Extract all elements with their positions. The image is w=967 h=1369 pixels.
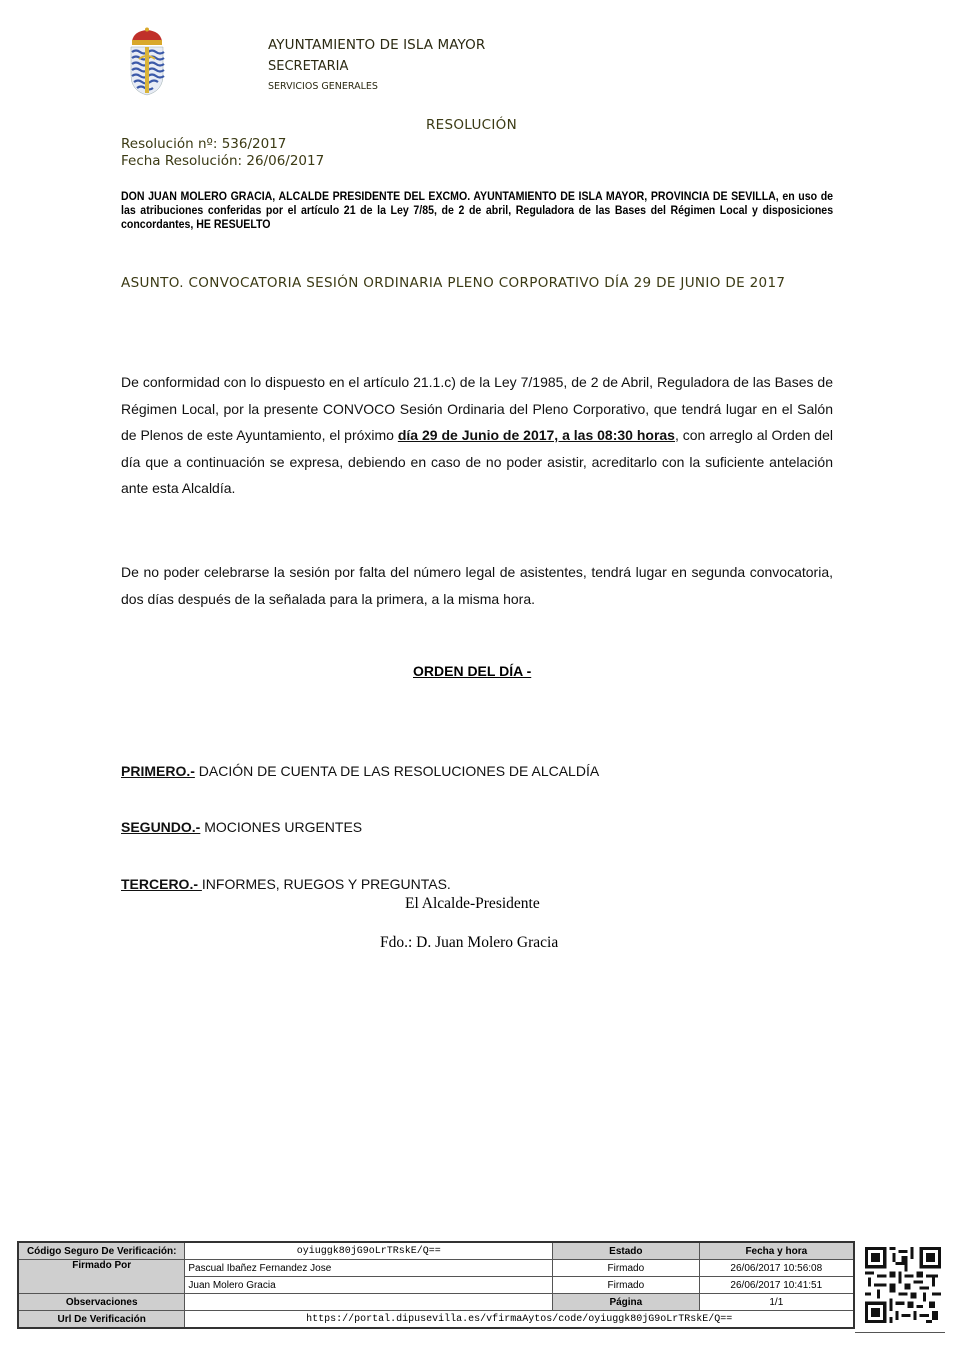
subject: ASUNTO. CONVOCATORIA SESIÓN ORDINARIA PLENO CORPORATIVO DÍA 29 DE JUNIO DE 2017 xyxy=(121,275,786,291)
page-value: 1/1 xyxy=(699,1294,854,1311)
signer-status: Firmado xyxy=(553,1260,700,1277)
agenda-item-text: INFORMES, RUEGOS Y PREGUNTAS. xyxy=(201,876,451,892)
signed-by-label: Firmado Por xyxy=(18,1260,185,1294)
agenda-item xyxy=(121,763,599,779)
service-name: SERVICIOS GENERALES xyxy=(268,81,378,92)
organization-name: AYUNTAMIENTO DE ISLA MAYOR xyxy=(268,37,486,53)
document-title: RESOLUCIÓN xyxy=(426,117,517,133)
agenda-item-label: SEGUNDO.- xyxy=(121,819,201,835)
signer-datetime: 26/06/2017 10:41:51 xyxy=(699,1277,854,1294)
status-header: Estado xyxy=(553,1242,700,1260)
divider xyxy=(855,1332,945,1333)
url-label: Url De Verificación xyxy=(18,1311,185,1329)
meeting-datetime: día 29 de Junio de 2017, a las 08:30 horas xyxy=(397,427,675,443)
verification-table xyxy=(17,1241,855,1329)
agenda-item-label: TERCERO.- xyxy=(121,876,202,892)
verification-url[interactable]: https://portal.dipusevilla.es/vfirmaAytos/code/oyiuggk80jG9oLrTRskE/Q== xyxy=(185,1311,854,1329)
signer-status: Firmado xyxy=(553,1277,700,1294)
resolution-number: Resolución nº: 536/2017 xyxy=(121,136,287,152)
resolution-date: Fecha Resolución: 26/06/2017 xyxy=(121,153,325,169)
department-name: SECRETARIA xyxy=(268,59,349,74)
paragraph-text: , con arreglo al Orden del día que a continuación se expresa, debiendo en caso de no poder asistir, acreditarlo con la suficiente antelación ante esta Alcaldía. xyxy=(121,427,833,496)
agenda-title: ORDEN DEL DÍA - xyxy=(413,663,532,679)
agenda-item-text: MOCIONES URGENTES xyxy=(200,819,363,835)
preamble: DON JUAN MOLERO GRACIA, ALCALDE PRESIDENTE DEL EXCMO. AYUNTAMIENTO DE ISLA MAYOR, PROVINCIA DE SEVILLA, en uso de las atribuciones conferidas por el artículo 21 de la Ley 7/85, de 2 de abril, Reguladora de las Bases del Régimen Local y disposiciones concordantes, HE RESUELTO xyxy=(121,191,834,231)
qr-code-icon xyxy=(865,1247,941,1323)
observations-value xyxy=(185,1294,553,1311)
signer-name: Fdo.: D. Juan Molero Gracia xyxy=(380,934,559,951)
signer-datetime: 26/06/2017 10:56:08 xyxy=(699,1260,854,1277)
agenda-item-text: DACIÓN DE CUENTA DE LAS RESOLUCIONES DE ALCALDÍA xyxy=(194,763,600,779)
convocation-paragraph xyxy=(121,369,833,502)
coat-of-arms-icon xyxy=(126,27,168,97)
agenda-item xyxy=(121,876,451,892)
observations-label: Observaciones xyxy=(18,1294,185,1311)
datetime-header: Fecha y hora xyxy=(699,1242,854,1260)
agenda-item xyxy=(121,819,362,835)
agenda-item-label: PRIMERO.- xyxy=(121,763,195,779)
signer-name: Juan Molero Gracia xyxy=(185,1277,553,1294)
page-label: Página xyxy=(553,1294,700,1311)
signer-role: El Alcalde-Presidente xyxy=(405,895,540,912)
code-label: Código Seguro De Verificación: xyxy=(18,1242,185,1260)
signer-name: Pascual Ibañez Fernandez Jose xyxy=(185,1260,553,1277)
paragraph-text: De conformidad con lo dispuesto en el artículo 21.1.c) de la Ley 7/1985, de 2 de Abril, Reguladora de las Bases de Régimen Local, por la presente CONVOCO Sesión Ordinaria del Pleno Corporativo, que tendrá lugar en el Salón de Plenos de este Ayuntamiento, el próximo xyxy=(121,374,833,443)
second-call-paragraph: De no poder celebrarse la sesión por falta del número legal de asistentes, tendrá lugar en segunda convocatoria, dos días después de la señalada para la primera, a la misma hora. xyxy=(121,564,833,607)
code-value: oyiuggk80jG9oLrTRskE/Q== xyxy=(185,1242,553,1260)
